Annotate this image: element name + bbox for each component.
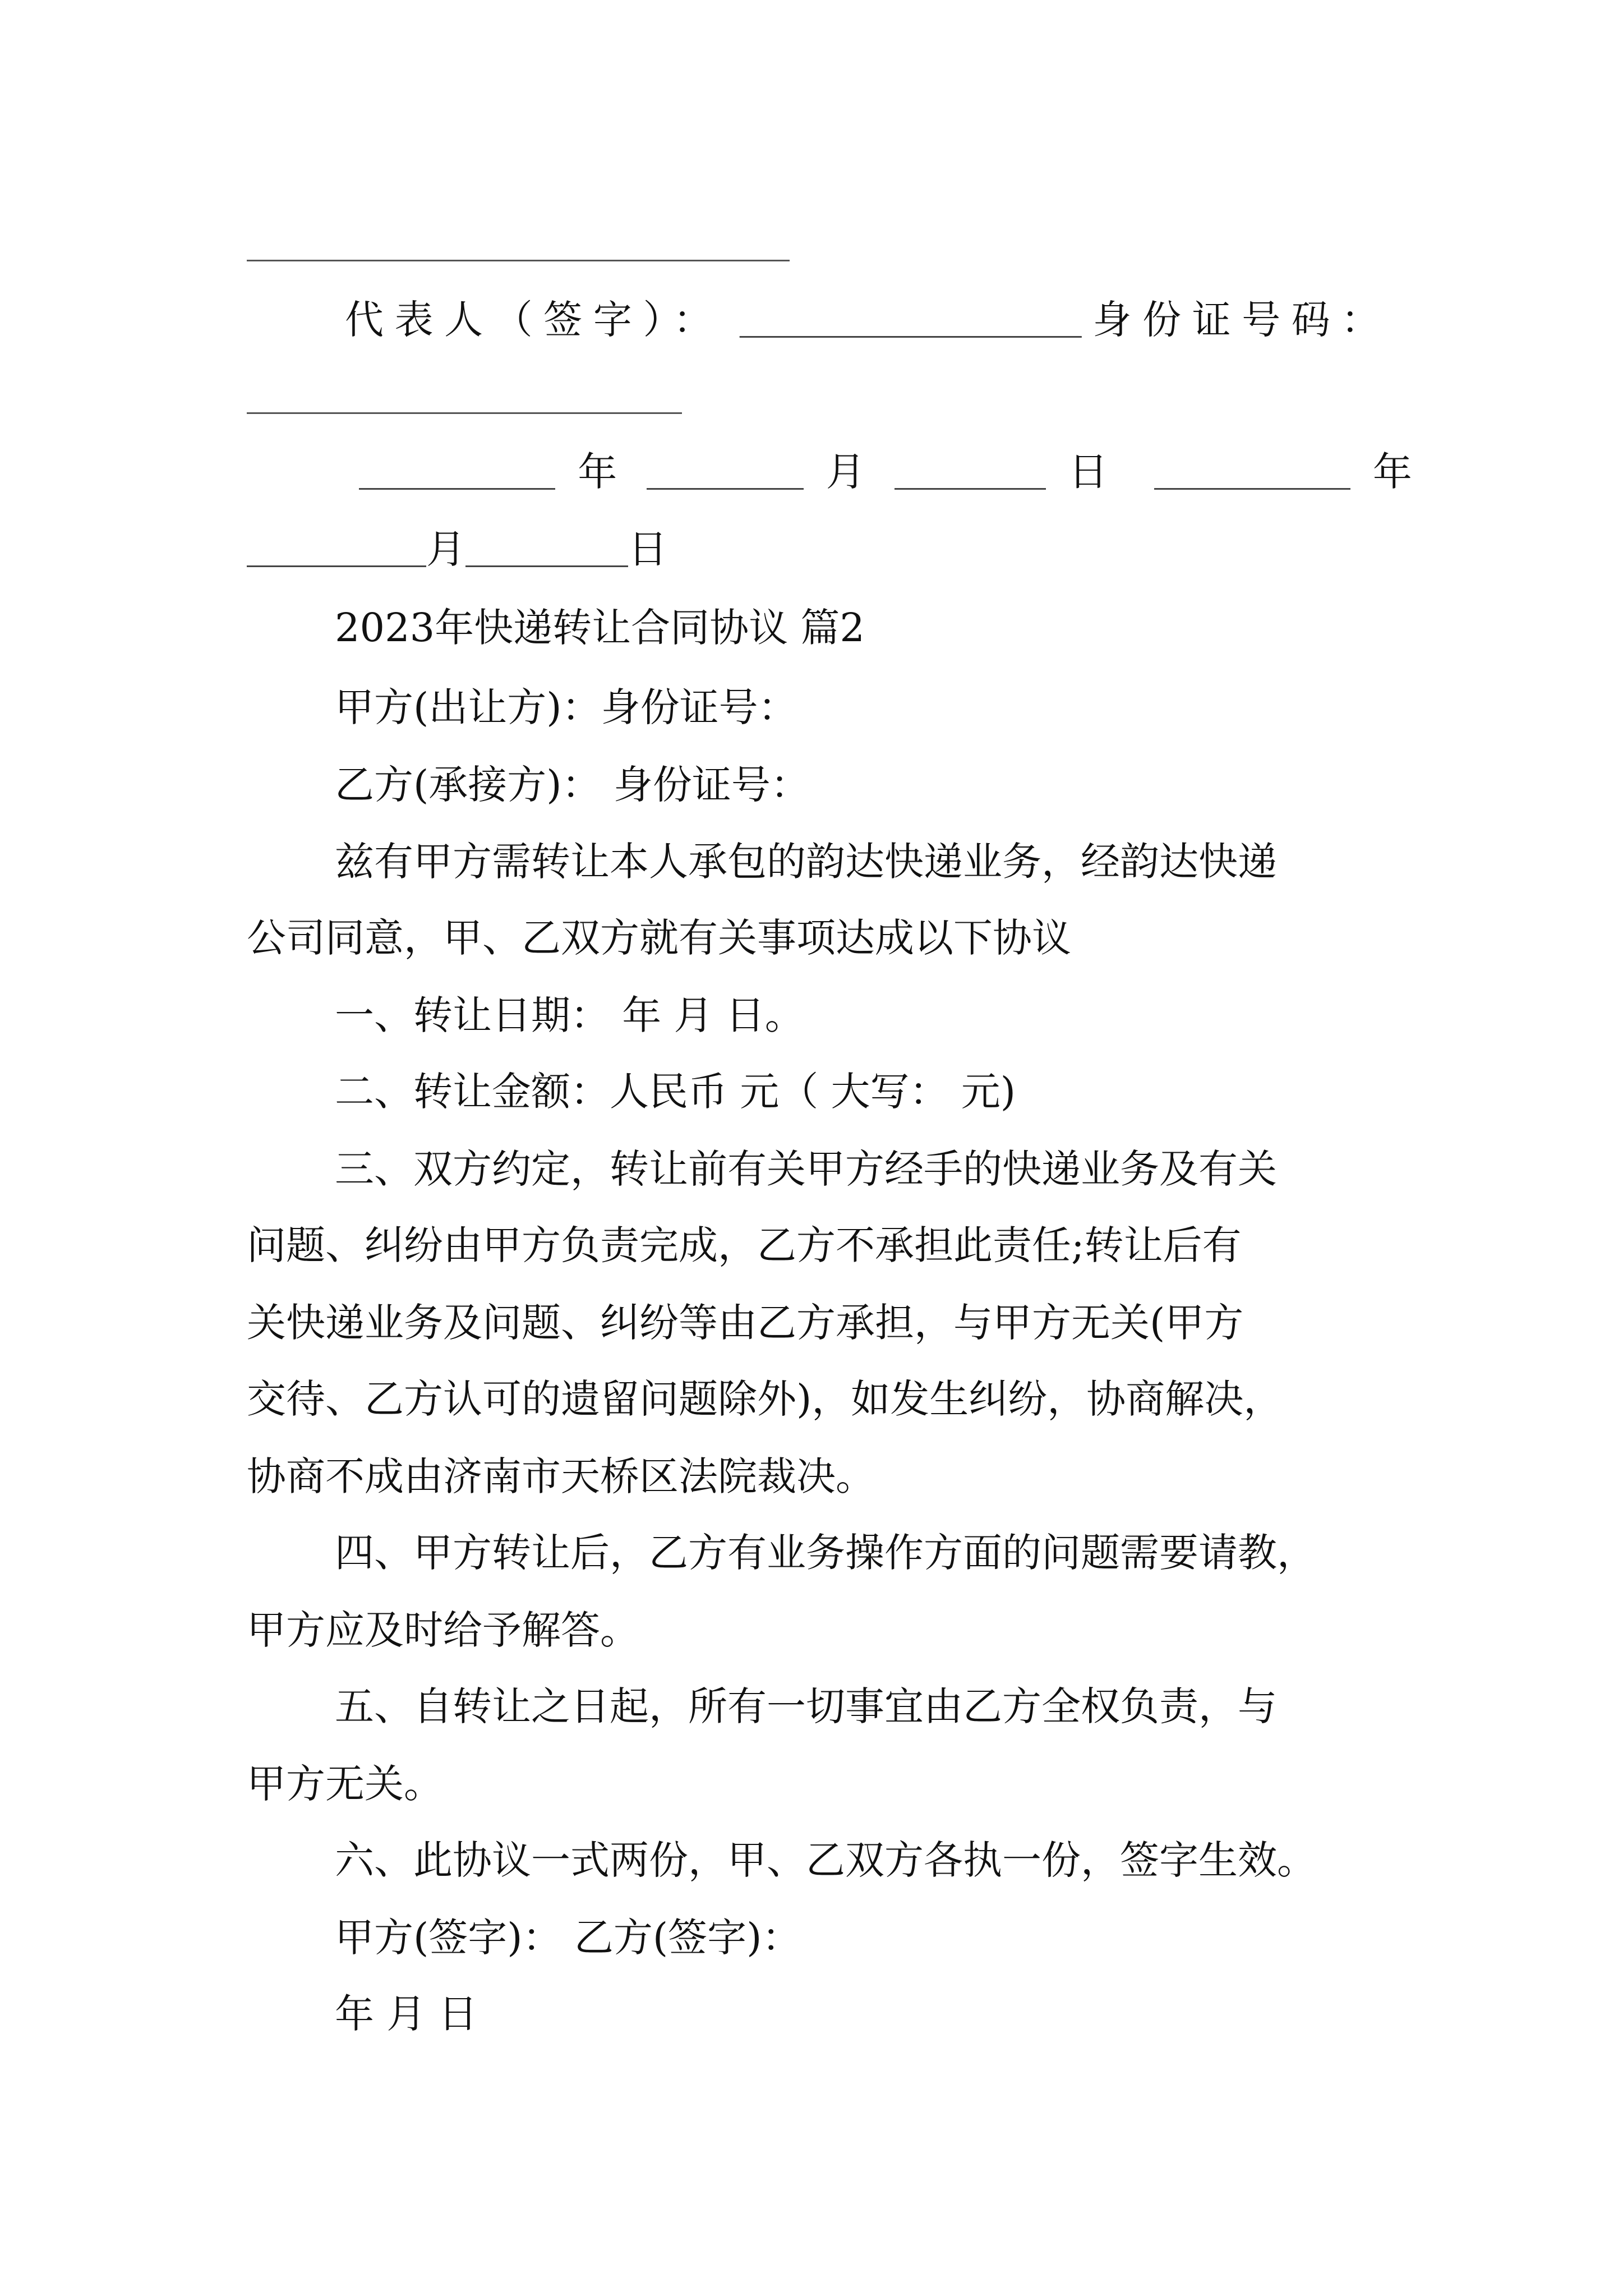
party-a-line: 甲方(出让方)：身份证号： <box>335 684 797 730</box>
clause-1: 一、转让日期： 年 月 日。 <box>335 992 804 1038</box>
clause-3-line-2: 问题、纠纷由甲方负责完成，乙方不承担此责任;转让后有 <box>247 1222 1242 1268</box>
month-blank-1 <box>647 454 804 490</box>
date-footer: 年 月 日 <box>335 1991 478 2037</box>
year-blank-1 <box>359 454 555 490</box>
day-label-1: 日 <box>1068 449 1108 495</box>
clause-3-line-1: 三、双方约定，转让前有关甲方经手的快递业务及有关 <box>335 1146 1277 1192</box>
clause-4-line-2: 甲方应及时给予解答。 <box>247 1607 639 1653</box>
clause-4-line-1: 四、甲方转让后，乙方有业务操作方面的问题需要请教， <box>335 1530 1316 1576</box>
month-blank-2 <box>247 532 426 567</box>
clause-2: 二、转让金额：人民币 元（ 大写： 元) <box>335 1069 1016 1115</box>
representative-label: 代表人（签字）： <box>345 297 723 343</box>
year-label-1: 年 <box>578 449 617 495</box>
year-blank-2 <box>1154 454 1350 490</box>
id-number-rule <box>247 412 682 414</box>
clause-6: 六、此协议一式两份，甲、乙双方各执一份，签字生效。 <box>335 1837 1316 1883</box>
clause-5-line-1: 五、自转让之日起，所有一切事宜由乙方全权负责，与 <box>335 1683 1277 1729</box>
representative-blank <box>740 302 1082 338</box>
representative-line <box>345 297 1391 343</box>
day-label-2: 日 <box>628 526 667 572</box>
party-b-line: 乙方(承接方)： 身份证号： <box>335 762 810 808</box>
date-row-2 <box>247 526 667 572</box>
month-label-2: 月 <box>426 526 465 572</box>
clause-3-line-3: 关快递业务及问题、纠纷等由乙方承担，与甲方无关(甲方 <box>247 1300 1244 1346</box>
clause-5-line-2: 甲方无关。 <box>247 1761 443 1807</box>
clause-3-line-4: 交待、乙方认可的遗留问题除外)，如发生纠纷，协商解决， <box>247 1376 1283 1422</box>
signature-line: 甲方(签字)： 乙方(签字)： <box>335 1915 801 1961</box>
day-blank-1 <box>895 454 1046 490</box>
agreement-title: 2023年快递转让合同协议 篇2 <box>335 605 865 651</box>
intro-line-1: 兹有甲方需转让本人承包的韵达快递业务，经韵达快递 <box>335 839 1277 885</box>
intro-line-2: 公司同意，甲、乙双方就有关事项达成以下协议 <box>247 915 1071 961</box>
id-number-label: 身份证号码： <box>1092 297 1391 343</box>
month-label-1: 月 <box>826 449 865 495</box>
day-blank-2 <box>465 532 628 567</box>
year-label-2: 年 <box>1372 449 1412 495</box>
clause-3-line-5: 协商不成由济南市天桥区法院裁决。 <box>247 1453 875 1499</box>
date-row-1 <box>359 449 1412 495</box>
top-rule <box>247 260 790 261</box>
